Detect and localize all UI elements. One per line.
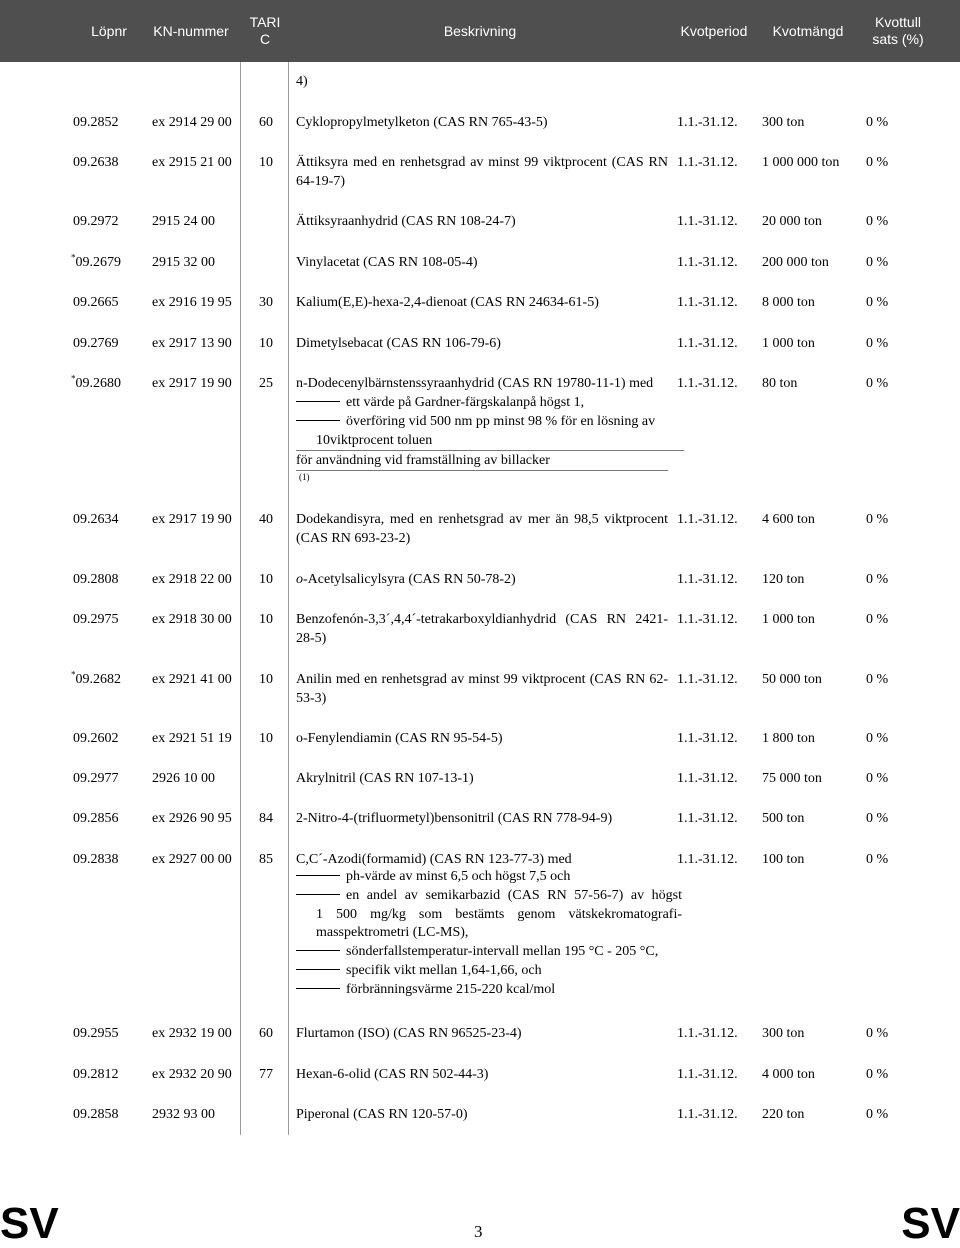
row-kvotmangd: 220 ton	[762, 1107, 805, 1122]
condition-bullet: sönderfallstemperatur-intervall mellan 195 °C - 205 °C,	[296, 943, 682, 962]
dash-icon	[296, 950, 340, 951]
row-kvotmangd: 100 ton	[762, 852, 805, 867]
row-kn-nummer: ex 2917 19 90	[152, 376, 232, 391]
row-taric: 84	[259, 811, 273, 826]
row-kvottullsats: 0 %	[866, 214, 889, 229]
row-description	[296, 570, 668, 589]
condition-bullet: ett värde på Gardner-färgskalanpå högst 1,	[296, 393, 688, 412]
row-taric: 10	[259, 155, 273, 170]
row-description	[296, 510, 668, 548]
description-text: Ättiksyra med en renhetsgrad av minst 99 viktprocent (CAS RN 64-19-7)	[296, 155, 668, 189]
row-kvottullsats: 0 %	[866, 512, 889, 527]
table-header	[0, 0, 960, 62]
lopnr-text: 09.2638	[73, 155, 119, 170]
description-text: -Acetylsalicylsyra (CAS RN 50-78-2)	[303, 572, 516, 587]
row-lopnr	[73, 1065, 119, 1084]
header-kn-nummer: KN-nummer	[153, 22, 229, 39]
language-code-left: SV	[0, 1199, 59, 1248]
row-kvottullsats: 0 %	[866, 811, 889, 826]
row-kvotmangd: 50 000 ton	[762, 672, 822, 687]
row-kn-nummer: 2926 10 00	[152, 771, 215, 786]
row-description	[296, 809, 668, 828]
row-taric: 77	[259, 1067, 273, 1082]
condition-bullet: förbränningsvärme 215-220 kcal/mol	[296, 981, 682, 1000]
row-kvottullsats: 0 %	[866, 1026, 889, 1041]
description-text: Dimetylsebacat (CAS RN 106-79-6)	[296, 336, 501, 351]
lopnr-text: 09.2679	[75, 255, 121, 270]
row-kn-nummer: ex 2918 30 00	[152, 612, 232, 627]
row-kvotperiod: 1.1.-31.12.	[677, 1107, 738, 1122]
lopnr-text: 09.2634	[73, 512, 119, 527]
row-kvotperiod: 1.1.-31.12.	[677, 1067, 738, 1082]
asterisk-marker: *	[71, 252, 76, 263]
dash-icon	[296, 420, 340, 421]
row-taric: 40	[259, 512, 273, 527]
lopnr-text: 09.2665	[73, 295, 119, 310]
row-description	[296, 729, 668, 748]
description-text: Dodekandisyra, med en renhetsgrad av mer än 98,5 viktprocent (CAS RN 693-23-2)	[296, 512, 668, 546]
row-kn-nummer: 2932 93 00	[152, 1107, 215, 1122]
row-lopnr	[73, 570, 119, 589]
row-description	[296, 1065, 668, 1084]
row-description	[296, 610, 668, 648]
italic-prefix: o	[296, 572, 303, 587]
row-lopnr	[73, 510, 119, 529]
row-kvotperiod: 1.1.-31.12.	[677, 376, 738, 391]
conditions-2838	[296, 868, 682, 1000]
lopnr-text: 09.2856	[73, 811, 119, 826]
lopnr-text: 09.2812	[73, 1067, 119, 1082]
row-kvotperiod: 1.1.-31.12.	[677, 512, 738, 527]
header-kvotmangd: Kvotmängd	[772, 22, 844, 39]
row-kvotperiod: 1.1.-31.12.	[677, 1026, 738, 1041]
dash-icon	[296, 969, 340, 970]
row-kn-nummer: 2915 32 00	[152, 255, 215, 270]
row-taric: 25	[259, 376, 273, 391]
row-kvotmangd: 500 ton	[762, 811, 805, 826]
description-text: 2-Nitro-4-(trifluormetyl)bensonitril (CAS RN 778-94-9)	[296, 811, 613, 826]
lopnr-text: 09.2680	[75, 376, 121, 391]
row-kvotmangd: 8 000 ton	[762, 295, 815, 310]
row-description	[296, 153, 668, 191]
dash-icon	[296, 401, 340, 402]
row-kn-nummer: ex 2915 21 00	[152, 155, 232, 170]
row-kvotperiod: 1.1.-31.12.	[677, 572, 738, 587]
description-text: Vinylacetat (CAS RN 108-05-4)	[296, 255, 478, 270]
row-lopnr	[73, 1105, 119, 1124]
row-kvotmangd: 80 ton	[762, 376, 798, 391]
row-kn-nummer: ex 2914 29 00	[152, 115, 232, 130]
row-description	[296, 1024, 668, 1043]
row-kvotperiod: 1.1.-31.12.	[677, 731, 738, 746]
row-kn-nummer: ex 2917 13 90	[152, 336, 232, 351]
use-condition: för användning vid framställning av billacker	[296, 451, 668, 471]
row-taric: 60	[259, 115, 273, 130]
row-taric: 10	[259, 672, 273, 687]
description-text: Ättiksyraanhydrid (CAS RN 108-24-7)	[296, 214, 516, 229]
row-kn-nummer: ex 2927 00 00	[152, 852, 232, 867]
condition-bullet: ph-värde av minst 6,5 och högst 7,5 och	[296, 868, 682, 887]
footnote-ref: (1)	[299, 472, 310, 482]
row-kn-nummer: ex 2932 19 00	[152, 1026, 232, 1041]
row-lopnr	[73, 610, 119, 629]
description-text: Kalium(E,E)-hexa-2,4-dienoat (CAS RN 24634-61-5)	[296, 295, 599, 310]
row-kvottullsats: 0 %	[866, 336, 889, 351]
condition-continuation: 1 500 mg/kg som bestämts genom vätskekromatografi-	[316, 906, 682, 922]
row-kn-nummer: ex 2932 20 90	[152, 1067, 232, 1082]
dash-icon	[296, 894, 340, 895]
asterisk-marker: *	[71, 669, 76, 680]
column-divider	[240, 62, 241, 1135]
row-kvotperiod: 1.1.-31.12.	[677, 672, 738, 687]
header-taric	[240, 0, 290, 62]
row-kvotmangd: 300 ton	[762, 115, 805, 130]
dash-icon	[296, 988, 340, 989]
row-description	[296, 334, 668, 353]
row-kvotperiod: 1.1.-31.12.	[677, 155, 738, 170]
row-lopnr	[73, 1024, 119, 1043]
row-kvotperiod: 1.1.-31.12.	[677, 255, 738, 270]
header-kvottullsats	[858, 0, 938, 62]
row-kvotmangd: 4 600 ton	[762, 512, 815, 527]
lopnr-text: 09.2977	[73, 771, 119, 786]
row-kvottullsats: 0 %	[866, 115, 889, 130]
row-kvotperiod: 1.1.-31.12.	[677, 771, 738, 786]
lopnr-text: 09.2769	[73, 336, 119, 351]
row-kvotmangd: 20 000 ton	[762, 214, 822, 229]
row-kn-nummer: ex 2916 19 95	[152, 295, 232, 310]
row-kvotperiod: 1.1.-31.12.	[677, 852, 738, 867]
row-kvottullsats: 0 %	[866, 572, 889, 587]
row-taric: 10	[259, 612, 273, 627]
description-text: Akrylnitril (CAS RN 107-13-1)	[296, 771, 474, 786]
row-kvottullsats: 0 %	[866, 612, 889, 627]
row-lopnr	[73, 769, 119, 788]
row-description	[296, 293, 668, 312]
condition-continuation: masspektrometri (LC-MS),	[316, 925, 469, 941]
description-text: Anilin med en renhetsgrad av minst 99 viktprocent (CAS RN 62-53-3)	[296, 672, 668, 706]
row-lopnr	[73, 809, 119, 828]
row-kvotmangd: 1 000 ton	[762, 336, 815, 351]
row-kvotmangd: 1 800 ton	[762, 731, 815, 746]
row-kvotmangd: 300 ton	[762, 1026, 805, 1041]
header-taric-line2: C	[259, 31, 271, 47]
condition-bullet: specifik vikt mellan 1,64-1,66, och	[296, 962, 682, 981]
lopnr-text: 09.2858	[73, 1107, 119, 1122]
row-lopnr	[73, 729, 119, 748]
row-kvottullsats: 0 %	[866, 295, 889, 310]
row-description	[296, 212, 668, 231]
header-beskrivning: Beskrivning	[443, 22, 517, 39]
row-kvottullsats: 0 %	[866, 771, 889, 786]
row-kvottullsats: 0 %	[866, 1067, 889, 1082]
row-lopnr	[73, 293, 119, 312]
row-description	[296, 850, 668, 869]
lopnr-text: 09.2682	[75, 672, 121, 687]
row-kn-nummer: ex 2921 51 19	[152, 731, 232, 746]
row-description	[296, 670, 668, 708]
lopnr-text: 09.2972	[73, 214, 119, 229]
row-kvottullsats: 0 %	[866, 255, 889, 270]
header-rate-line2: sats (%)	[872, 31, 924, 47]
description-text: n-Dodecenylbärnstenssyraanhydrid (CAS RN 19780-11-1) med	[296, 376, 654, 391]
row-lopnr	[73, 113, 119, 132]
row-lopnr	[73, 153, 119, 172]
condition-bullet: en andel av semikarbazid (CAS RN 57-56-7) av högst	[296, 887, 682, 906]
row-kvottullsats: 0 %	[866, 731, 889, 746]
row-kvotmangd: 4 000 ton	[762, 1067, 815, 1082]
row-kvottullsats: 0 %	[866, 376, 889, 391]
description-text: C,C´-Azodi(formamid) (CAS RN 123-77-3) med	[296, 852, 572, 867]
description-text: Cyklopropylmetylketon (CAS RN 765-43-5)	[296, 115, 548, 130]
row-taric: 85	[259, 852, 273, 867]
row-kvotperiod: 1.1.-31.12.	[677, 612, 738, 627]
condition-bullet: överföring vid 500 nm pp minst 98 % för en lösning av	[296, 412, 688, 431]
row-description	[296, 374, 668, 393]
row-kn-nummer: ex 2918 22 00	[152, 572, 232, 587]
row-lopnr	[73, 850, 119, 869]
row-kvottullsats: 0 %	[866, 155, 889, 170]
row-description	[296, 769, 668, 788]
description-text: Benzofenón-3,3´,4,4´-tetrakarboxyldianhydrid (CAS RN 2421-28-5)	[296, 612, 668, 646]
row-kn-nummer: 2915 24 00	[152, 214, 215, 229]
header-lopnr: Löpnr	[91, 22, 127, 39]
row-kvotperiod: 1.1.-31.12.	[677, 336, 738, 351]
row-description	[296, 1105, 668, 1124]
row-kvotperiod: 1.1.-31.12.	[677, 295, 738, 310]
row-kvotperiod: 1.1.-31.12.	[677, 115, 738, 130]
row-kn-nummer: ex 2917 19 90	[152, 512, 232, 527]
row-lopnr	[73, 212, 119, 231]
lopnr-text: 09.2808	[73, 572, 119, 587]
row-kvotperiod: 1.1.-31.12.	[677, 811, 738, 826]
page-number: 3	[474, 1222, 483, 1241]
asterisk-marker: *	[71, 373, 76, 384]
row-kvotmangd: 1 000 000 ton	[762, 155, 840, 170]
conditions-2680	[296, 393, 688, 484]
row-description	[296, 113, 668, 132]
description-text: Piperonal (CAS RN 120-57-0)	[296, 1107, 468, 1122]
column-divider	[288, 62, 289, 1135]
row-taric: 10	[259, 572, 273, 587]
header-rate-line1: Kvottull	[875, 14, 921, 30]
lopnr-text: 09.2852	[73, 115, 119, 130]
description-text: Hexan-6-olid (CAS RN 502-44-3)	[296, 1067, 489, 1082]
row-kvotmangd: 200 000 ton	[762, 255, 829, 270]
row-kn-nummer: ex 2921 41 00	[152, 672, 232, 687]
row-kvotmangd: 1 000 ton	[762, 612, 815, 627]
row-kvotperiod: 1.1.-31.12.	[677, 214, 738, 229]
footnote-marker: 4)	[296, 74, 308, 89]
header-kvotperiod: Kvotperiod	[680, 22, 748, 39]
condition-continuation: 10viktprocent toluen	[296, 431, 684, 451]
row-kn-nummer: ex 2926 90 95	[152, 811, 232, 826]
row-lopnr	[71, 374, 121, 393]
row-lopnr	[73, 334, 119, 353]
description-text: Flurtamon (ISO) (CAS RN 96525-23-4)	[296, 1026, 522, 1041]
row-kvottullsats: 0 %	[866, 852, 889, 867]
row-kvotmangd: 75 000 ton	[762, 771, 822, 786]
row-taric: 30	[259, 295, 273, 310]
row-description	[296, 253, 668, 272]
row-kvotmangd: 120 ton	[762, 572, 805, 587]
lopnr-text: 09.2602	[73, 731, 119, 746]
row-lopnr	[71, 253, 121, 272]
header-taric-line1: TARI	[249, 14, 281, 30]
lopnr-text: 09.2838	[73, 852, 119, 867]
dash-icon	[296, 875, 340, 876]
row-kvottullsats: 0 %	[866, 672, 889, 687]
row-taric: 10	[259, 336, 273, 351]
row-lopnr	[71, 670, 121, 689]
row-taric: 10	[259, 731, 273, 746]
lopnr-text: 09.2975	[73, 612, 119, 627]
language-code-right: SV	[901, 1199, 960, 1248]
row-taric: 60	[259, 1026, 273, 1041]
row-kvottullsats: 0 %	[866, 1107, 889, 1122]
description-text: o-Fenylendiamin (CAS RN 95-54-5)	[296, 731, 503, 746]
lopnr-text: 09.2955	[73, 1026, 119, 1041]
